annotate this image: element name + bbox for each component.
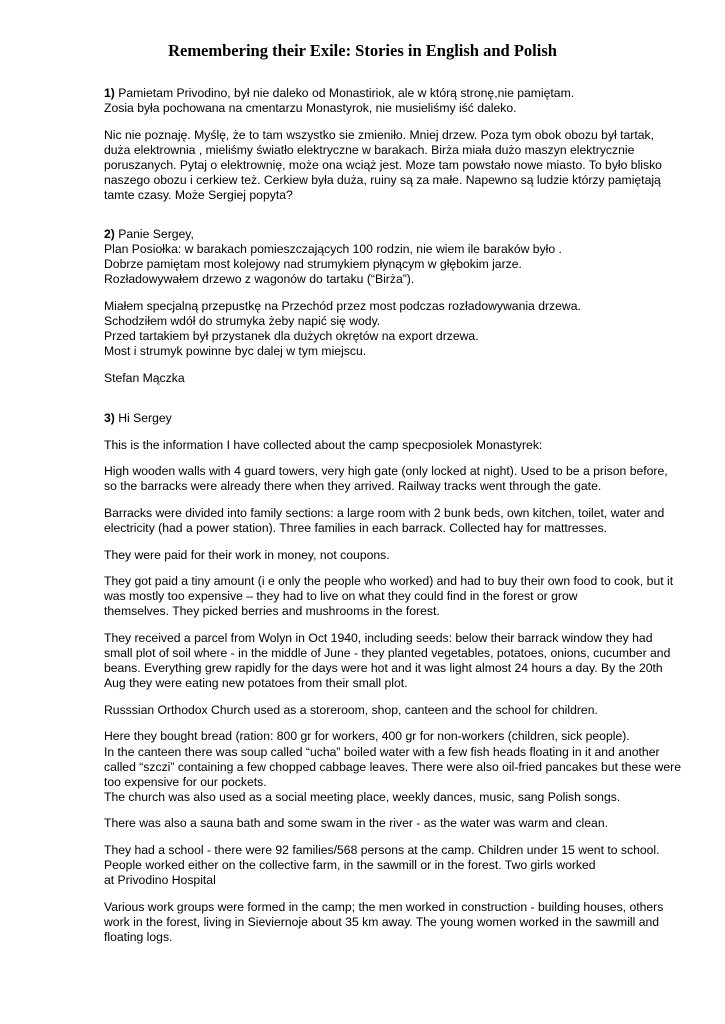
- text-line: [104, 86, 694, 101]
- text-line: They received a parcel from Wolyn in Oct 1940, including seeds: below their barrack window they had: [104, 630, 653, 645]
- text-line: Miałem specjalną przepustkę na Przechód przez most podczas rozładowywania drzewa.: [104, 299, 581, 314]
- text-line: Barracks were divided into family sections: a large room with 2 bunk beds, own kitchen, toilet, water and: [104, 505, 665, 520]
- text-line: floating logs.: [104, 929, 173, 944]
- text-line: They were paid for their work in money, not coupons.: [104, 547, 390, 562]
- text-line: Aug they were eating new potatoes from their small plot.: [104, 676, 408, 691]
- text-line: There was also a sauna bath and some swam in the river - as the water was warm and clean.: [104, 816, 608, 831]
- text-line-content: Hi Sergey: [114, 411, 172, 425]
- section-2-paragraph-2: [104, 299, 694, 359]
- text-line: Schodziłem wdół do strumyka żeby napić się wody.: [104, 314, 381, 329]
- section-3-paragraph: [104, 506, 694, 536]
- text-line: The church was also used as a social meeting place, weekly dances, music, sang Polish songs.: [104, 789, 621, 804]
- text-line: naszego obozu i cerkiew też. Cerkiew była duża, ruiny są za małe. Napewno są ludzie którzy pamiętają: [104, 172, 661, 187]
- text-line: Various work groups were formed in the camp; the men worked in construction - building houses, others: [104, 899, 664, 914]
- text-line: In the canteen there was soup called “ucha” boiled water with a few fish heads floating in it and another: [104, 744, 660, 759]
- text-line: so the barracks were already there when they arrived. Railway tracks went through the gate.: [104, 479, 602, 494]
- text-line: Russsian Orthodox Church used as a storeroom, shop, canteen and the school for children.: [104, 702, 598, 717]
- text-line: People worked either on the collective farm, in the sawmill or in the forest. Two girls worked: [104, 858, 596, 873]
- signature: Stefan Mączka: [104, 370, 185, 385]
- text-line: work in the forest, living in Sieviernoje about 35 km away. The young women worked in the sawmill and: [104, 914, 660, 929]
- text-line: poruszanych. Pytaj o elektrownię, może ona wciąż jest. Moze tam powstało nowe miasto. To było blisko: [104, 157, 662, 172]
- text-line: [104, 227, 694, 242]
- section-3-paragraph: [104, 574, 694, 619]
- text-line: called “szczi” containing a few chopped cabbage leaves. There were also oil-fried pancakes but these were: [104, 759, 681, 774]
- text-line: High wooden walls with 4 guard towers, very high gate (only locked at night). Used to be a prison before,: [104, 464, 668, 479]
- document-title: Remembering their Exile: Stories in English and Polish: [168, 41, 557, 60]
- text-line: electricity (had a power station). Three families in each barrack. Collected hay for mattresses.: [104, 520, 608, 535]
- text-line: Przed tartakiem był przystanek dla dużych okrętów na export drzewa.: [104, 329, 479, 344]
- text-line: Nic nie poznaję. Myślę, że to tam wszystko sie zmieniło. Mniej drzew. Poza tym obok obozu był tartak,: [104, 127, 655, 142]
- document-body: [104, 86, 694, 957]
- section-number: 3): [104, 411, 115, 425]
- text-line: This is the information I have collected about the camp specposiolek Monastyrek:: [104, 437, 543, 452]
- section-number: 1): [104, 86, 115, 100]
- text-line: was mostly too expensive – they had to live on what they could find in the forest or grow: [104, 589, 578, 604]
- text-line: too expensive for our pockets.: [104, 774, 267, 789]
- text-line-content: Panie Sergey,: [114, 227, 194, 242]
- section-3-paragraph: [104, 729, 694, 804]
- text-line: Rozładowywałem drzewo z wagonów do tartaku (“Birża”).: [104, 272, 415, 287]
- section-2-paragraph-1: [104, 227, 694, 287]
- text-line: tamte czasy. Może Sergiej popyta?: [104, 188, 293, 203]
- section-3-paragraph: [104, 438, 694, 453]
- section-number: 2): [104, 227, 115, 242]
- text-line: at Privodino Hospital: [104, 873, 216, 888]
- text-line: duża elektrownia , mieliśmy światło elektryczne w barakach. Birża miała dużo maszyn elektrycznie: [104, 142, 635, 157]
- text-line: They got paid a tiny amount (i e only the people who worked) and had to buy their own food to cook, but it: [104, 574, 674, 589]
- text-line: They had a school - there were 92 families/568 persons at the camp. Children under 15 went to school.: [104, 842, 660, 857]
- section-1-paragraph-1: [104, 86, 694, 116]
- section-1-paragraph-2: [104, 128, 694, 203]
- signature-paragraph: [104, 371, 694, 386]
- section-3-paragraph: [104, 843, 694, 888]
- section-3-paragraph: [104, 816, 694, 831]
- text-line: beans. Everything grew rapidly for the days were hot and it was light almost 24 hours a day. By the 20th: [104, 661, 663, 676]
- section-3-paragraph: [104, 464, 694, 494]
- text-line: Here they bought bread (ration: 800 gr for workers, 400 gr for non-workers (children, sick people).: [104, 729, 630, 744]
- text-line: [104, 411, 694, 426]
- text-line: Dobrze pamiętam most kolejowy nad strumykiem płynącym w głębokim jarze.: [104, 257, 522, 272]
- text-line: Zosia była pochowana na cmentarzu Monastyrok, nie musieliśmy iść daleko.: [104, 101, 517, 116]
- text-line: Most i strumyk powinne byc dalej w tym miejscu.: [104, 344, 367, 359]
- text-line-content: Pamietam Privodino, był nie daleko od Monastiriok, ale w którą stronę,nie pamiętam.: [114, 86, 575, 100]
- section-3-paragraph: [104, 900, 694, 945]
- section-3-greeting: [104, 411, 694, 426]
- text-line: Plan Posiołka: w barakach pomieszczających 100 rodzin, nie wiem ile baraków było .: [104, 242, 562, 257]
- section-3-paragraph: [104, 703, 694, 718]
- text-line: themselves. They picked berries and mushrooms in the forest.: [104, 604, 440, 619]
- section-3-paragraph: [104, 548, 694, 563]
- text-line: small plot of soil where - in the middle of June - they planted vegetables, potatoes, onions, cucumber and: [104, 646, 671, 661]
- section-3-paragraph: [104, 631, 694, 691]
